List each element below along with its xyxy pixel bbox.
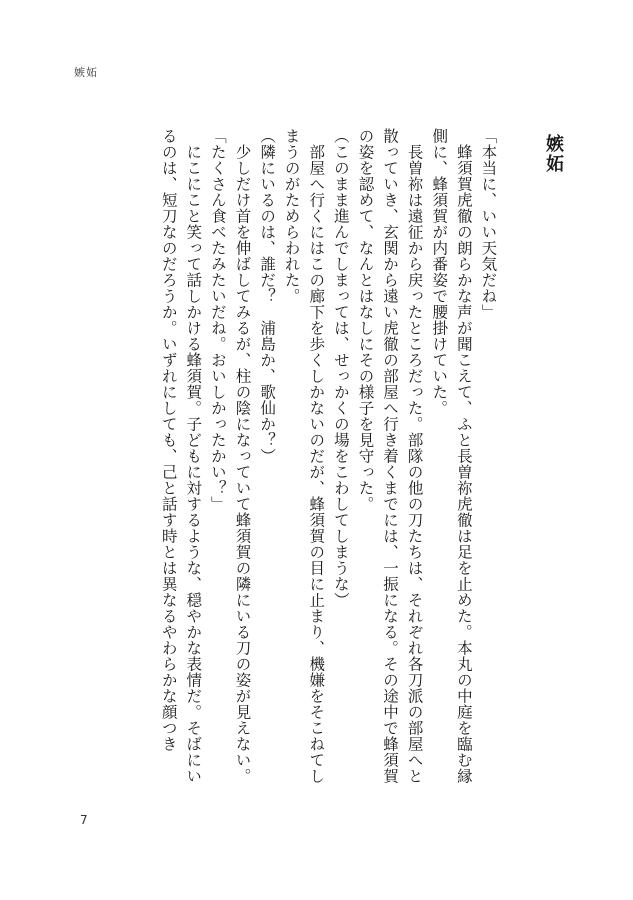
paragraph: 長曽祢は遠征から戻ったところだった。部隊の他の刀たちは、それぞれ各刀派の部屋へと散っていき、玄関から遠い虎徹の部屋へ行き着くまでには、一振になる。その途中で蜂須賀の姿を認めて、なんとはなしにその様子を見守った。 bbox=[356, 128, 424, 784]
paragraph: 部屋へ行くにはこの廊下を歩くしかないのだが、蜂須賀の目に止まり、機嫌をそこねてしまうのがためらわれた。 bbox=[282, 128, 326, 784]
paragraph: 蜂須賀虎徹の朗らかな声が聞こえて、ふと長曽祢虎徹は足を止めた。本丸の中庭を臨む縁側に、蜂須賀が内番姿で腰掛けていた。 bbox=[430, 128, 473, 784]
paragraph: にこにこと笑って話しかける蜂須賀。子どもに対するような、穏やかな表情だ。そばにいるのは、短刀なのだろうか。いずれにしても、己と話す時とは異なるやわらかな顔つき bbox=[159, 128, 203, 784]
paragraph: （隣にいるのは、誰だ？ 浦島か、歌仙か？） bbox=[258, 128, 277, 464]
paragraph: 「本当に、いい天気だね」 bbox=[479, 128, 498, 320]
body-text bbox=[65, 128, 565, 788]
paragraph: （このまま進んでしまっては、せっかくの場をこわしてしまうな） bbox=[331, 128, 350, 608]
chapter-title: 嫉妬 bbox=[543, 134, 564, 174]
paragraph: 少しだけ首を伸ばしてみるが、柱の陰になっていて蜂須賀の隣にいる刀の姿が見えない。 bbox=[233, 143, 252, 784]
running-head: 嫉妬 bbox=[74, 66, 98, 79]
paragraph: 「たくさん食べたみたいだね。おいしかったかい？」 bbox=[208, 128, 227, 512]
page-number: 7 bbox=[80, 813, 88, 827]
